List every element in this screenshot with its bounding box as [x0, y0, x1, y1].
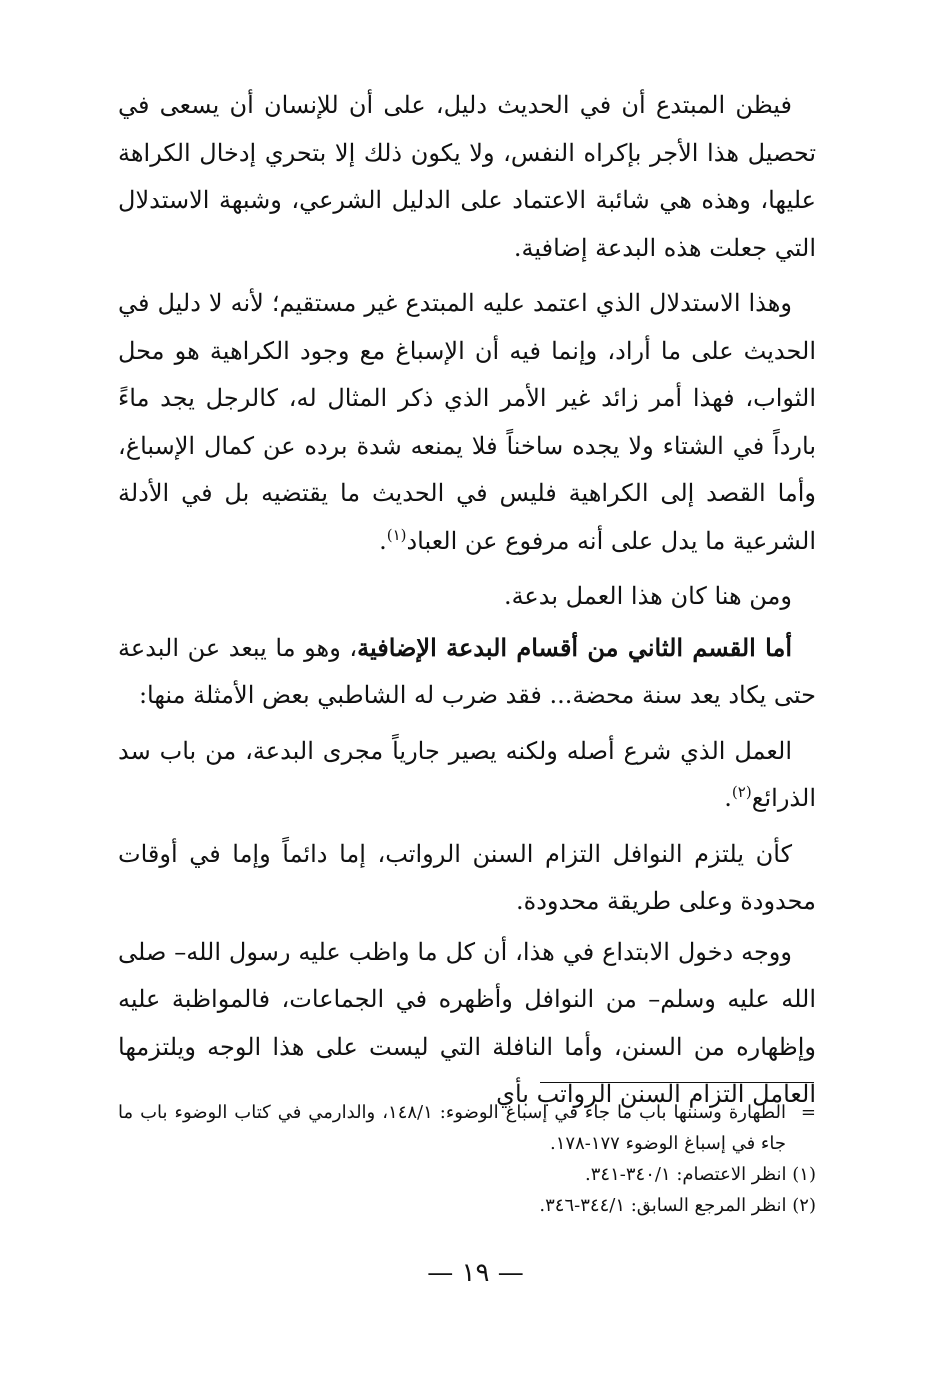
footnote-text: الطهارة وسننها باب ما جاء في إسباغ الوضوء: ١٤٨/١، والدارمي في كتاب الوضوء باب ما جاء في إسباغ الوضوء ١٧٧-١٧٨.: [118, 1102, 786, 1154]
paragraph-2-text: وهذا الاستدلال الذي اعتمد عليه المبتدع غير مستقيم؛ لأنه لا دليل في الحديث على ما أراد، وإنما فيه أن الإسباغ مع وجود الكراهية هو محل الثواب، فهذا أمر زائد غير الأمر الذي ذكر المثال له، كالرجل يجد ماءً بارداً في الشتاء ولا يجده ساخناً فلا يمنعه شدة برده عن كمال الإسباغ، وأما القصد إلى الكراهية فليس في الحديث ما يقتضيه بل في الأدلة الشرعية ما يدل على أنه مرفوع عن العباد: [118, 289, 816, 555]
page-number: — ١٩ —: [427, 1258, 524, 1288]
sentence-end: .: [379, 526, 387, 555]
footnote-continuation: [118, 1097, 816, 1159]
footnote-marker: (١): [792, 1164, 816, 1185]
footnotes: [118, 1097, 816, 1221]
paragraph-3: ومن هنا كان هذا العمل بدعة.: [503, 582, 792, 610]
paragraph-4: [118, 624, 816, 720]
footnote-marker: (٢): [792, 1195, 816, 1216]
footnote-2: [118, 1190, 816, 1221]
section-heading: أما القسم الثاني من أقسام البدعة الإضافية: [357, 632, 792, 662]
footnote-1: [118, 1159, 816, 1190]
sentence-end: .: [724, 784, 732, 812]
footnote-divider: [540, 1082, 814, 1083]
footnote-marker: =: [800, 1102, 816, 1123]
footnote-ref-2: (٢): [731, 783, 752, 801]
footnote-text: انظر المرجع السابق: ٣٤٤/١-٣٤٦.: [539, 1195, 787, 1216]
footnote-text: انظر الاعتصام: ٣٤٠/١-٣٤١.: [585, 1164, 787, 1185]
paragraph-5: [118, 728, 816, 823]
paragraph-2: [118, 280, 816, 565]
paragraph-6: كأن يلتزم النوافل التزام السنن الرواتب، إما دائماً وإما في أوقات محدودة وعلى طريقة محدودة.: [118, 839, 816, 915]
paragraph-1: فيظن المبتدع أن في الحديث دليل، على أن للإنسان أن يسعى في تحصيل هذا الأجر بإكراه النفس، ولا يكون ذلك إلا بتحري إدخال الكراهة عليها، وهذه هي شائبة الاعتماد على الدليل الشرعي، وشبهة الاستدلال التي جعلت هذه البدعة إضافية.: [118, 91, 817, 262]
main-text: [118, 82, 816, 1119]
footnote-ref-1: (١): [386, 525, 407, 544]
paragraph-7: ووجه دخول الابتداع في هذا، أن كل ما واظب عليه رسول الله– صلى الله عليه وسلم– من النوافل وأظهره في الجماعات، فالمواظبة عليه وإظهاره من السنن، وأما النافلة التي ليست على هذا الوجه ويلتزمها العامل التزام السنن الرواتب بأي: [118, 937, 816, 1108]
paragraph-4-text: ، وهو ما يبعد عن البدعة حتى يكاد يعد سنة محضة... فقد ضرب له الشاطبي بعض الأمثلة منها:: [118, 633, 816, 709]
paragraph-5-text: العمل الذي شرع أصله ولكنه يصير جارياً مجرى البدعة، من باب سد الذرائع: [118, 736, 816, 812]
